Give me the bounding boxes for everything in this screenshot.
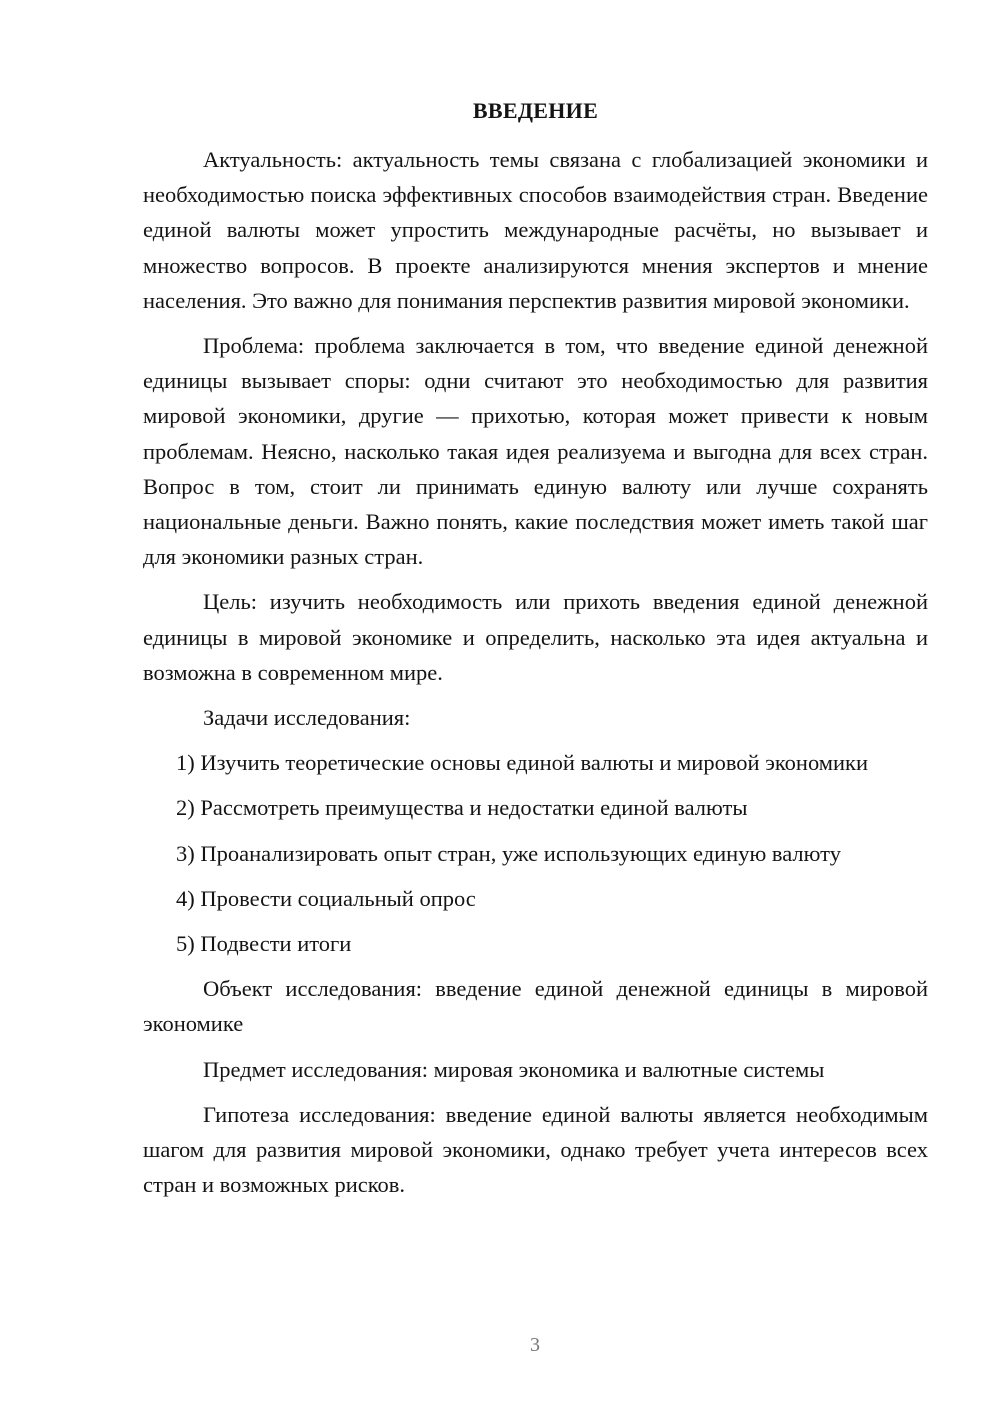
- relevance-paragraph: Актуальность: актуальность темы связана с глобализацией экономики и необходимостью поиска эффективных способов взаимодействия стран. Введение единой валюты может упростить международные расчёты, но вызывает и множество вопросов. В проекте анализируются мнения экспертов и мнение населения. Это важно для понимания перспектив развития мировой экономики.: [143, 147, 928, 313]
- list-item-task-1: 1) Изучить теоретические основы единой валюты и мировой экономики: [176, 750, 869, 776]
- list-item-task-2: 2) Рассмотреть преимущества и недостатки единой валюты: [176, 795, 748, 821]
- tasks-list: [143, 745, 928, 961]
- object-paragraph: Объект исследования: введение единой денежной единицы в мировой экономике: [143, 976, 928, 1037]
- section-heading: ВВЕДЕНИЕ: [472, 98, 599, 123]
- list-item-task-3: 3) Проанализировать опыт стран, уже использующих единую валюту: [176, 840, 841, 866]
- hypothesis-paragraph: Гипотеза исследования: введение единой валюты является необходимым шагом для развития мировой экономики, однако требует учета интересов всех стран и возможных рисков.: [143, 1101, 928, 1198]
- tasks-heading: Задачи исследования:: [203, 705, 411, 731]
- list-item-task-5: 5) Подвести итоги: [176, 931, 352, 957]
- page-number: 3: [530, 1334, 540, 1356]
- subject-paragraph: Предмет исследования: мировая экономика и валютные системы: [203, 1056, 825, 1082]
- goal-paragraph: Цель: изучить необходимость или прихоть введения единой денежной единицы в мировой экономике и определить, насколько эта идея актуальна и возможна в современном мире.: [143, 589, 928, 685]
- document-body: [143, 142, 928, 1212]
- list-item-task-4: 4) Провести социальный опрос: [176, 885, 476, 911]
- problem-paragraph: Проблема: проблема заключается в том, что введение единой денежной единицы вызывает споры: одни считают это необходимостью для развития мировой экономики, другие — прихотью, которая может привести к новым проблемам. Неясно, насколько такая идея реализуема и выгодна для всех стран. Вопрос в том, стоит ли принимать единую валюту или лучше сохранять национальные деньги. Важно понять, какие последствия может иметь такой шаг для экономики разных стран.: [143, 333, 928, 570]
